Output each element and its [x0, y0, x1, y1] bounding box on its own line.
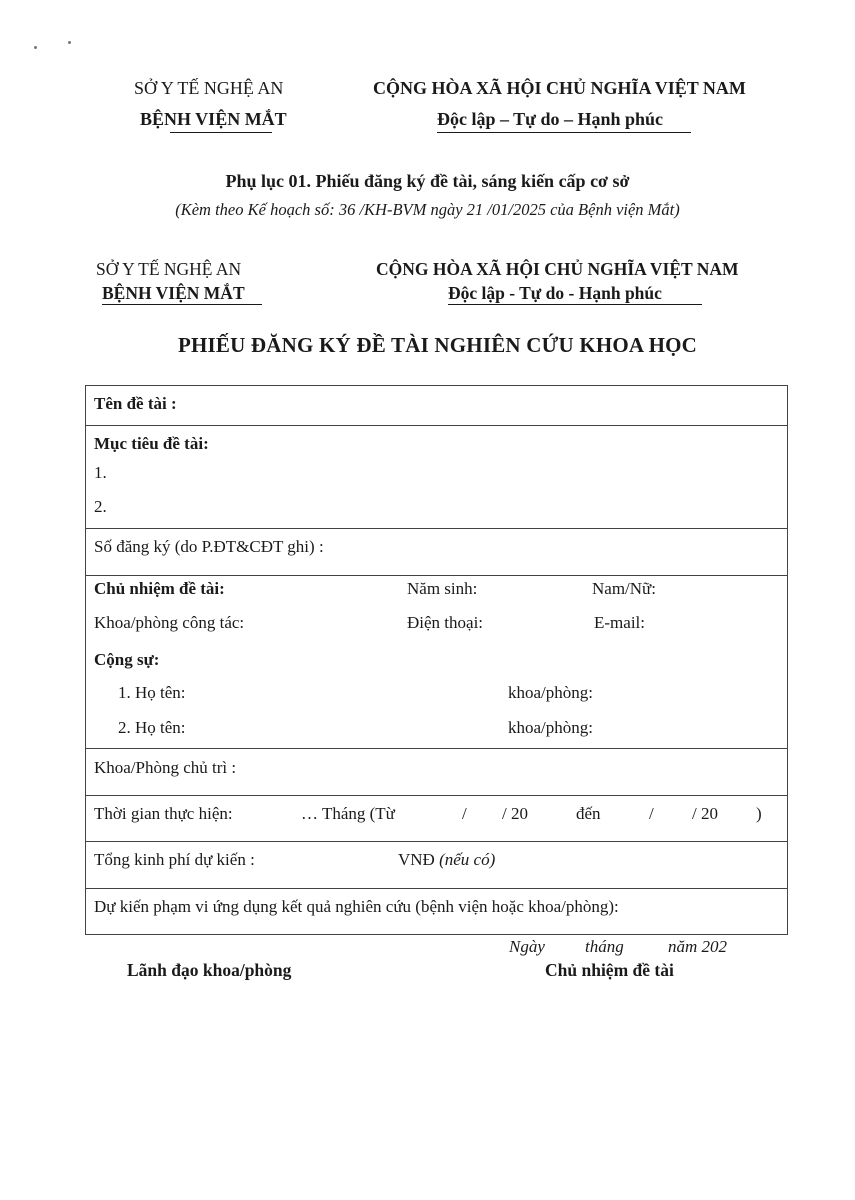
- scan-speck: [68, 41, 71, 44]
- duration-months: … Tháng (Từ: [301, 804, 395, 823]
- dept-leader-signature-title: Lãnh đạo khoa/phòng: [127, 960, 292, 980]
- hospital-name: BỆNH VIỆN MẮT: [140, 109, 287, 129]
- hospital-name-form: BỆNH VIỆN MẮT: [102, 283, 245, 303]
- national-motto-form: Độc lập - Tự do - Hạnh phúc: [448, 283, 662, 303]
- row-divider: [86, 575, 787, 576]
- agency-name-form: SỞ Y TẾ NGHỆ AN: [96, 259, 242, 279]
- to-label: đến: [576, 804, 601, 823]
- hospital-name-form-underline: [102, 304, 262, 305]
- objective-1: 1.: [94, 463, 107, 482]
- national-title: CỘNG HÒA XÃ HỘI CHỦ NGHĨA VIỆT NAM: [373, 78, 746, 98]
- host-dept-label: Khoa/Phòng chủ trì :: [94, 758, 237, 777]
- date-month: tháng: [585, 937, 624, 956]
- year-from: / 20: [502, 804, 528, 823]
- year-to: / 20: [692, 804, 718, 823]
- agency-name: SỞ Y TẾ NGHỆ AN: [134, 78, 284, 98]
- national-title-form: CỘNG HÒA XÃ HỘI CHỦ NGHĨA VIỆT NAM: [376, 259, 739, 279]
- gender-label: Nam/Nữ:: [592, 579, 656, 598]
- collaborator-2-name: 2. Họ tên:: [118, 718, 186, 737]
- application-scope-label: Dự kiến phạm vi ứng dụng kết quả nghiên cứu (bệnh viện hoặc khoa/phòng):: [94, 897, 619, 916]
- department-label: Khoa/phòng công tác:: [94, 613, 245, 632]
- collaborators-label: Cộng sự:: [94, 650, 160, 669]
- registration-form: [85, 385, 788, 935]
- close-paren: ): [756, 804, 762, 823]
- scan-speck: [34, 46, 37, 49]
- date-year: năm 202: [668, 937, 728, 956]
- date-slash-from: /: [462, 804, 467, 823]
- topic-name-label: Tên đề tài :: [94, 394, 177, 413]
- row-divider: [86, 425, 787, 426]
- email-label: E-mail:: [594, 613, 645, 632]
- budget-note: (nếu có): [439, 850, 496, 869]
- date-slash-to: /: [649, 804, 654, 823]
- row-divider: [86, 795, 787, 796]
- objectives-label: Mục tiêu đề tài:: [94, 434, 209, 453]
- collaborator-2-dept: khoa/phòng:: [508, 718, 593, 737]
- row-divider: [86, 888, 787, 889]
- form-title: PHIẾU ĐĂNG KÝ ĐỀ TÀI NGHIÊN CỨU KHOA HỌC: [177, 333, 698, 357]
- budget-label: Tổng kinh phí dự kiến :: [94, 850, 255, 869]
- duration-label: Thời gian thực hiện:: [94, 804, 233, 823]
- date-day: Ngày: [509, 937, 545, 956]
- project-lead-signature-title: Chủ nhiệm đề tài: [545, 960, 674, 980]
- project-lead-label: Chủ nhiệm đề tài:: [94, 579, 225, 598]
- phone-label: Điện thoại:: [407, 613, 484, 632]
- row-divider: [86, 841, 787, 842]
- national-motto-underline: [437, 132, 691, 133]
- collaborator-1-name: 1. Họ tên:: [118, 683, 186, 702]
- row-divider: [86, 528, 787, 529]
- national-motto-form-underline: [448, 304, 702, 305]
- appendix-title: Phụ lục 01. Phiếu đăng ký đề tài, sáng kiến cấp cơ sở: [225, 171, 630, 191]
- budget-unit: [398, 850, 495, 870]
- appendix-subtitle: (Kèm theo Kế hoạch số: 36 /KH-BVM ngày 21 /01/2025 của Bệnh viện Mắt): [175, 200, 680, 219]
- budget-currency: VNĐ: [398, 850, 435, 869]
- collaborator-1-dept: khoa/phòng:: [508, 683, 593, 702]
- registration-no-label: Số đăng ký (do P.ĐT&CĐT ghi) :: [94, 537, 324, 556]
- national-motto: Độc lập – Tự do – Hạnh phúc: [437, 109, 664, 129]
- objective-2: 2.: [94, 497, 107, 516]
- hospital-name-underline: [170, 132, 272, 133]
- row-divider: [86, 748, 787, 749]
- birth-year-label: Năm sinh:: [407, 579, 478, 598]
